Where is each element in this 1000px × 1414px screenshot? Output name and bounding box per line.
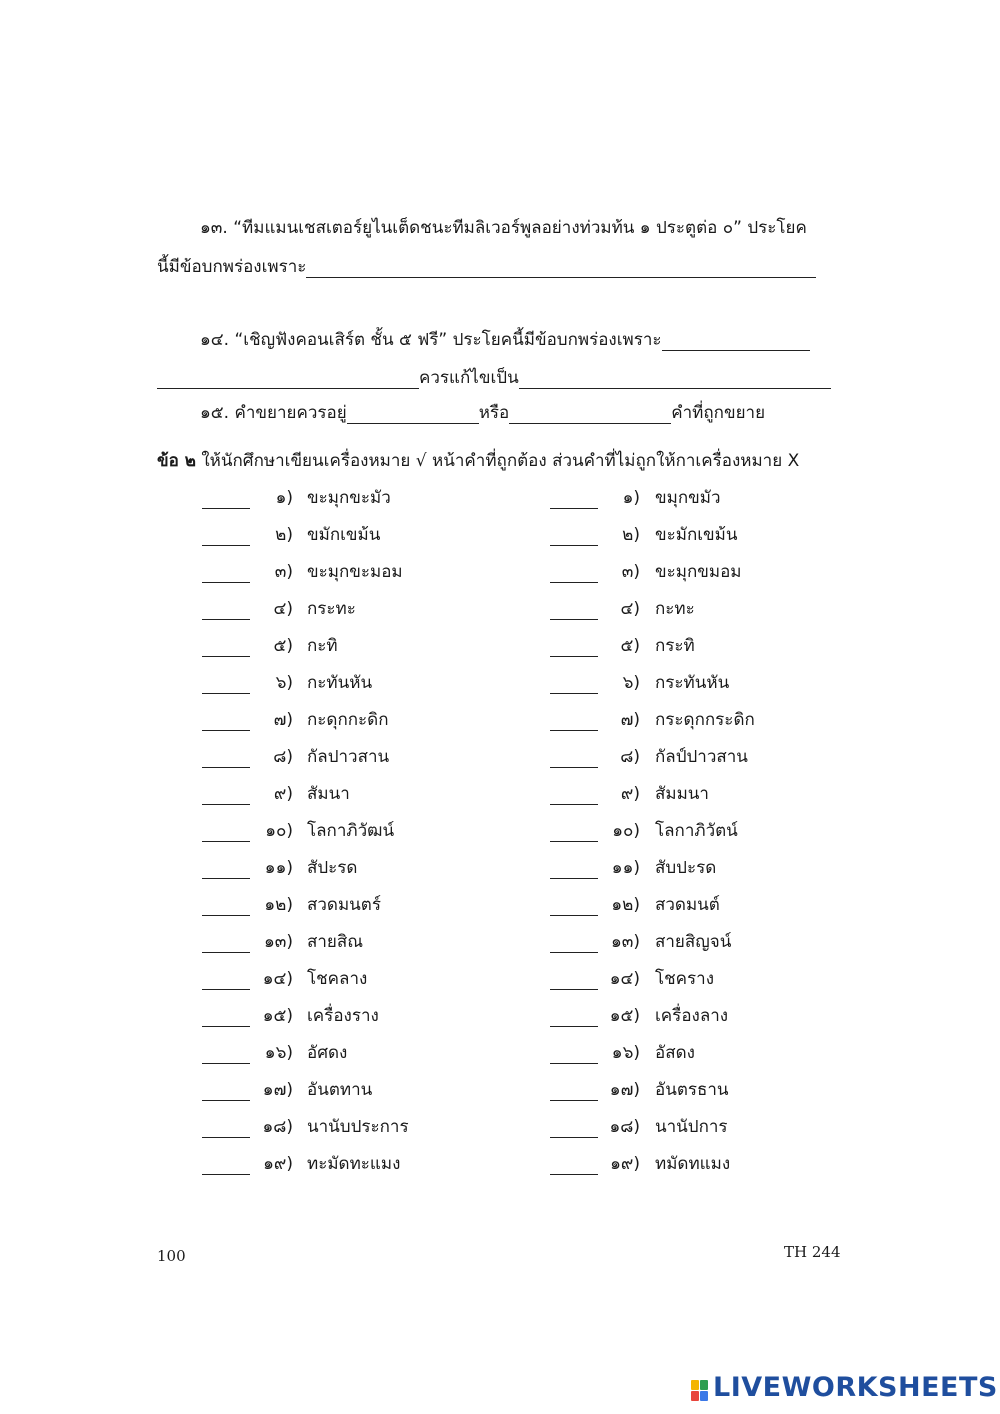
right-word-row — [550, 669, 850, 699]
left-answer-blank[interactable] — [202, 823, 250, 842]
question-15-prefix: ๑๕. คำขยายควรอยู่ — [200, 403, 347, 423]
left-answer-blank[interactable] — [202, 564, 250, 583]
right-word-row — [550, 1076, 850, 1106]
right-item-word: ขมุกขมัว — [655, 488, 721, 508]
question-15-field-2[interactable] — [509, 403, 671, 424]
left-item-word: นานับประการ — [307, 1117, 409, 1137]
right-answer-blank[interactable] — [550, 934, 598, 953]
right-item-number: ๕) — [620, 636, 640, 656]
left-item-word: ขมักเขม้น — [307, 525, 381, 545]
right-item-number: ๓) — [621, 562, 640, 582]
right-word-row — [550, 1039, 850, 1069]
left-item-word: ขะมุกขะมอม — [307, 562, 403, 582]
left-item-number: ๑๐) — [265, 821, 293, 841]
question-13-line-2 — [157, 255, 816, 279]
right-item-number: ๑๖) — [611, 1043, 640, 1063]
left-item-word: อัศดง — [307, 1043, 348, 1063]
question-14-fix-field[interactable] — [519, 368, 831, 389]
question-14-fix-label: ควรแก้ไขเป็น — [419, 368, 519, 388]
right-item-number: ๑) — [622, 488, 640, 508]
right-item-word: โชคราง — [655, 969, 715, 989]
right-answer-blank[interactable] — [550, 490, 598, 509]
right-answer-blank[interactable] — [550, 1119, 598, 1138]
section-2-label: ข้อ ๒ — [157, 451, 196, 471]
right-item-number: ๑๗) — [609, 1080, 640, 1100]
right-item-word: นานัปการ — [655, 1117, 728, 1137]
right-answer-blank[interactable] — [550, 971, 598, 990]
question-14-line-1-text: ๑๔. “เชิญฟังคอนเสิร์ต ชั้น ๕ ฟรี” ประโยคนี้มีข้อบกพร่องเพราะ — [200, 330, 662, 350]
left-word-row — [202, 1076, 502, 1106]
question-15-or-label: หรือ — [478, 403, 510, 423]
left-item-word: กัลปาวสาน — [307, 747, 390, 767]
left-answer-blank[interactable] — [202, 971, 250, 990]
right-item-number: ๑๓) — [610, 932, 640, 952]
right-item-word: กะทะ — [655, 599, 695, 619]
left-word-row — [202, 1113, 502, 1143]
right-answer-blank[interactable] — [550, 749, 598, 768]
right-word-row — [550, 1002, 850, 1032]
right-word-row — [550, 928, 850, 958]
right-answer-blank[interactable] — [550, 675, 598, 694]
right-word-row — [550, 558, 850, 588]
left-answer-blank[interactable] — [202, 1008, 250, 1027]
right-word-row — [550, 1113, 850, 1143]
right-word-row — [550, 706, 850, 736]
left-item-number: ๕) — [273, 636, 293, 656]
left-item-word: ขะมุกขะมัว — [307, 488, 391, 508]
left-word-row — [202, 928, 502, 958]
left-word-row — [202, 743, 502, 773]
left-word-row — [202, 521, 502, 551]
question-13-line-2-text: นี้มีข้อบกพร่องเพราะ — [157, 257, 307, 277]
course-code: TH 244 — [784, 1243, 841, 1261]
right-answer-blank[interactable] — [550, 712, 598, 731]
right-answer-blank[interactable] — [550, 1008, 598, 1027]
page-number: 100 — [157, 1247, 186, 1265]
right-word-row — [550, 965, 850, 995]
right-answer-blank[interactable] — [550, 1082, 598, 1101]
left-word-row — [202, 1002, 502, 1032]
right-word-row — [550, 743, 850, 773]
left-answer-blank[interactable] — [202, 1156, 250, 1175]
left-word-row — [202, 669, 502, 699]
liveworksheets-logo-text: LIVEWORKSHEETS — [713, 1372, 998, 1403]
right-item-word: กัลป์ปาวสาน — [655, 747, 748, 767]
left-word-row — [202, 817, 502, 847]
right-item-number: ๘) — [620, 747, 640, 767]
left-answer-blank[interactable] — [202, 749, 250, 768]
left-answer-blank[interactable] — [202, 527, 250, 546]
left-answer-blank[interactable] — [202, 897, 250, 916]
section-2-instruction — [157, 449, 799, 473]
liveworksheets-logo-icon — [691, 1380, 709, 1402]
left-item-word: สัปะรด — [307, 858, 358, 878]
left-word-row — [202, 1150, 502, 1180]
right-item-number: ๑๑) — [611, 858, 640, 878]
right-item-word: เครื่องลาง — [655, 1006, 729, 1026]
left-word-row — [202, 891, 502, 921]
right-item-word: อันตรธาน — [655, 1080, 729, 1100]
right-item-number: ๖) — [622, 673, 640, 693]
left-item-number: ๑๙) — [263, 1154, 293, 1174]
right-answer-blank[interactable] — [550, 601, 598, 620]
left-item-number: ๖) — [275, 673, 293, 693]
right-word-row — [550, 1150, 850, 1180]
left-word-row — [202, 965, 502, 995]
left-item-number: ๘) — [273, 747, 293, 767]
right-item-number: ๒) — [622, 525, 640, 545]
left-item-word: ทะมัดทะแมง — [307, 1154, 401, 1174]
right-item-word: กระดุกกระดิก — [655, 710, 755, 730]
left-item-number: ๓) — [274, 562, 293, 582]
right-answer-blank[interactable] — [550, 638, 598, 657]
left-item-word: สายสิณ — [307, 932, 364, 952]
left-word-row — [202, 780, 502, 810]
right-answer-blank[interactable] — [550, 823, 598, 842]
left-answer-blank[interactable] — [202, 934, 250, 953]
left-item-word: สวดมนตร์ — [307, 895, 381, 915]
left-word-row — [202, 558, 502, 588]
left-word-row — [202, 632, 502, 662]
left-item-number: ๒) — [275, 525, 293, 545]
right-item-number: ๑๔) — [609, 969, 640, 989]
left-item-word: กระทะ — [307, 599, 356, 619]
right-item-word: กระทันหัน — [655, 673, 730, 693]
question-15-field-1[interactable] — [347, 403, 479, 424]
right-word-row — [550, 484, 850, 514]
left-item-number: ๑๘) — [262, 1117, 293, 1137]
left-word-row — [202, 1039, 502, 1069]
left-answer-blank[interactable] — [202, 675, 250, 694]
left-word-row — [202, 595, 502, 625]
left-item-word: สัมนา — [307, 784, 350, 804]
right-item-number: ๑๙) — [610, 1154, 640, 1174]
left-answer-blank[interactable] — [202, 638, 250, 657]
left-item-word: เครื่องราง — [307, 1006, 379, 1026]
left-item-word: กะดุกกะดิก — [307, 710, 389, 730]
right-item-word: สายสิญจน์ — [655, 932, 732, 952]
left-item-word: กะทันหัน — [307, 673, 373, 693]
right-word-row — [550, 632, 850, 662]
left-word-row — [202, 854, 502, 884]
left-item-number: ๑๗) — [262, 1080, 293, 1100]
left-item-number: ๑๑) — [264, 858, 293, 878]
right-item-word: ขะมักเขม้น — [655, 525, 738, 545]
section-2-text: ให้นักศึกษาเขียนเครื่องหมาย √ หน้าคำที่ถูกต้อง ส่วนคำที่ไม่ถูกให้กาเครื่องหมาย X — [195, 451, 800, 471]
right-answer-blank[interactable] — [550, 527, 598, 546]
left-answer-blank[interactable] — [202, 601, 250, 620]
left-item-number: ๔) — [273, 599, 293, 619]
left-item-number: ๑๓) — [263, 932, 293, 952]
right-word-row — [550, 780, 850, 810]
question-14-reason-field[interactable] — [662, 330, 810, 351]
right-word-row — [550, 854, 850, 884]
right-word-row — [550, 817, 850, 847]
right-item-word: สวดมนต์ — [655, 895, 720, 915]
right-word-row — [550, 595, 850, 625]
left-item-number: ๑๔) — [262, 969, 293, 989]
right-item-number: ๔) — [620, 599, 640, 619]
question-14-reason-continued-field[interactable] — [157, 368, 419, 389]
right-word-row — [550, 521, 850, 551]
right-item-word: ทมัดทแมง — [655, 1154, 731, 1174]
question-14-line-2 — [157, 366, 831, 390]
right-item-word: สัมมนา — [655, 784, 709, 804]
left-item-number: ๑๕) — [262, 1006, 293, 1026]
left-answer-blank[interactable] — [202, 860, 250, 879]
left-item-number: ๗) — [273, 710, 293, 730]
right-answer-blank[interactable] — [550, 786, 598, 805]
left-answer-blank[interactable] — [202, 786, 250, 805]
right-item-number: ๙) — [620, 784, 640, 804]
right-item-number: ๑๕) — [609, 1006, 640, 1026]
left-word-row — [202, 484, 502, 514]
right-word-row — [550, 891, 850, 921]
right-item-number: ๑๘) — [609, 1117, 640, 1137]
right-answer-blank[interactable] — [550, 564, 598, 583]
question-15-line — [200, 401, 765, 425]
left-item-word: โชคลาง — [307, 969, 368, 989]
right-item-word: อัสดง — [655, 1043, 695, 1063]
right-item-word: ขะมุกขมอม — [655, 562, 742, 582]
question-13-answer-field[interactable] — [306, 257, 816, 278]
right-answer-blank[interactable] — [550, 1045, 598, 1064]
left-item-word: อันตทาน — [307, 1080, 373, 1100]
right-item-word: สับปะรด — [655, 858, 717, 878]
left-answer-blank[interactable] — [202, 712, 250, 731]
question-15-suffix: คำที่ถูกขยาย — [671, 403, 766, 423]
question-14-line-1 — [200, 328, 810, 352]
right-item-word: โลกาภิวัตน์ — [655, 821, 738, 841]
right-answer-blank[interactable] — [550, 1156, 598, 1175]
right-item-number: ๑๒) — [611, 895, 640, 915]
right-item-number: ๗) — [620, 710, 640, 730]
left-item-word: กะทิ — [307, 636, 338, 656]
left-item-number: ๑) — [275, 488, 293, 508]
right-item-number: ๑๐) — [612, 821, 640, 841]
left-answer-blank[interactable] — [202, 490, 250, 509]
left-item-number: ๑๒) — [264, 895, 293, 915]
left-answer-blank[interactable] — [202, 1045, 250, 1064]
left-word-row — [202, 706, 502, 736]
left-answer-blank[interactable] — [202, 1119, 250, 1138]
right-answer-blank[interactable] — [550, 897, 598, 916]
question-13-line-1: ๑๓. “ทีมแมนเชสเตอร์ยูไนเต็ดชนะทีมลิเวอร์พูลอย่างท่วมท้น ๑ ประตูต่อ ๐” ประโยค — [200, 218, 807, 238]
right-answer-blank[interactable] — [550, 860, 598, 879]
left-item-word: โลกาภิวัฒน์ — [307, 821, 395, 841]
left-answer-blank[interactable] — [202, 1082, 250, 1101]
left-item-number: ๑๖) — [264, 1043, 293, 1063]
left-item-number: ๙) — [273, 784, 293, 804]
right-item-word: กระทิ — [655, 636, 695, 656]
